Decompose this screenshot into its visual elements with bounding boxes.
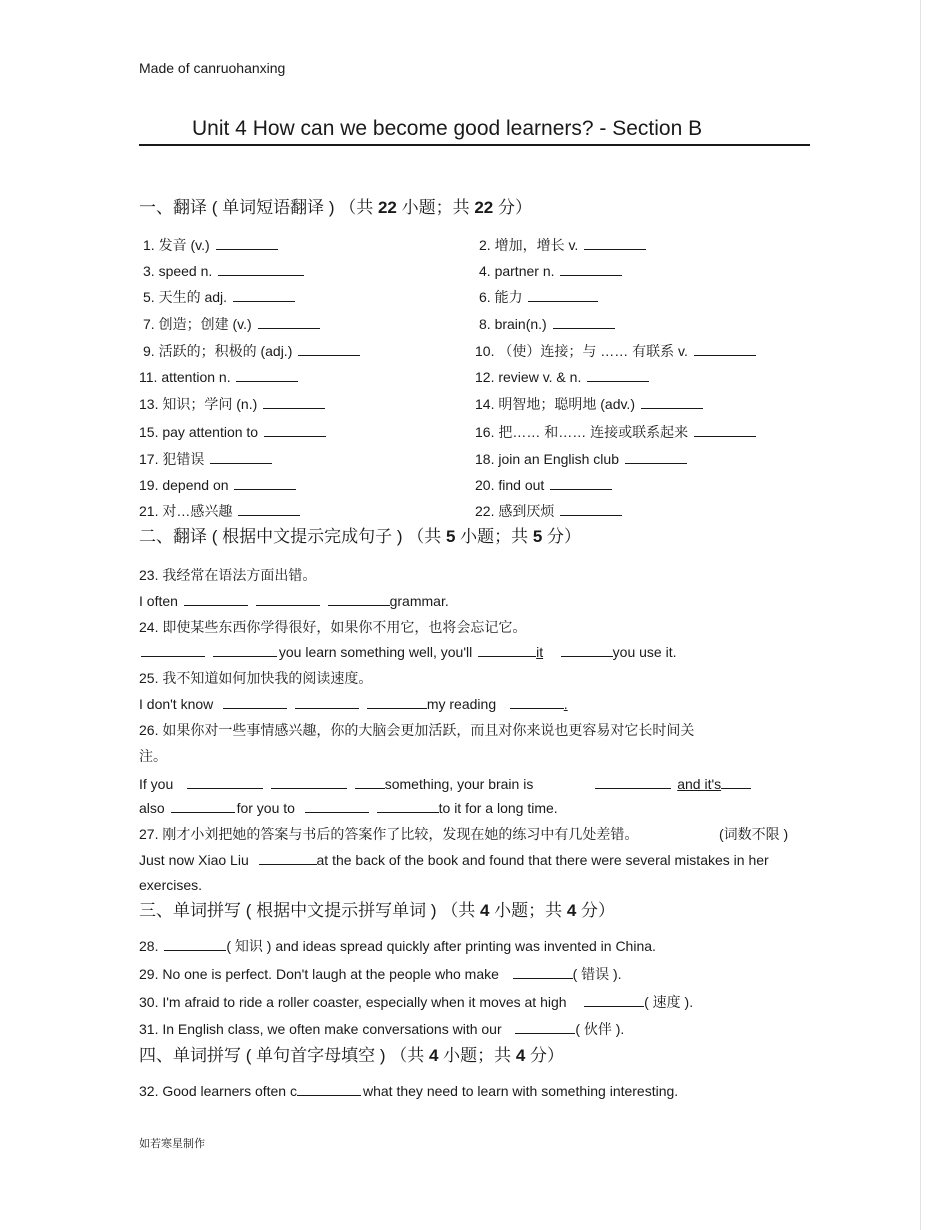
answer-blank[interactable] (259, 851, 317, 865)
answer-blank[interactable] (560, 502, 622, 516)
answer-blank[interactable] (233, 288, 295, 302)
question-28: 28. ( 知识 ) and ideas spread quickly after printing was invented in China. (139, 938, 656, 954)
section-heading-3: 三、单词拼写 ( 根据中文提示拼写单词 ) （共 4 小题；共 4 分） (139, 901, 616, 920)
answer-blank[interactable] (377, 799, 439, 813)
vocab-item-8: 8. brain(n.) (479, 315, 617, 333)
answer-blank[interactable] (184, 592, 248, 606)
answer-blank[interactable] (171, 799, 235, 813)
answer-blank[interactable] (694, 342, 756, 356)
vocab-item-11: 11. attention n. (139, 368, 300, 386)
answer-blank[interactable] (584, 993, 644, 1007)
question-26-prompt: 26. 如果你对一些事情感兴趣，你的大脑会更加活跃，而且对你来说也更容易对它长时间关 (139, 722, 695, 738)
answer-blank[interactable] (234, 476, 296, 490)
answer-blank[interactable] (550, 476, 612, 490)
title-underline (139, 144, 810, 146)
vocab-item-2: 2. 增加，增长 v. (479, 236, 648, 254)
answer-blank[interactable] (256, 592, 320, 606)
question-27-sentence-cont: exercises. (139, 877, 203, 893)
question-30: 30. I'm afraid to ride a roller coaster, especially when it moves at high ( 速度 ). (139, 994, 694, 1010)
answer-blank[interactable] (213, 643, 277, 657)
vocab-item-9: 9. 活跃的；积极的 (adj.) (143, 342, 362, 360)
vocab-item-1: 1. 发音 (v.) (143, 236, 280, 254)
question-26-sentence-1: If you something, your brain is and it's (139, 775, 753, 793)
answer-blank[interactable] (298, 342, 360, 356)
vocab-item-3: 3. speed n. (143, 262, 306, 280)
answer-blank[interactable] (295, 695, 359, 709)
header-note: Made of canruohanxing (139, 60, 286, 76)
answer-blank[interactable] (328, 592, 390, 606)
question-24-sentence: you learn something well, you'll it you use it. (139, 643, 677, 661)
answer-blank[interactable] (297, 1082, 361, 1096)
answer-blank[interactable] (625, 450, 687, 464)
answer-blank[interactable] (210, 450, 272, 464)
answer-blank[interactable] (641, 395, 703, 409)
question-23-prompt: 23. 我经常在语法方面出错。 (139, 567, 317, 583)
answer-blank[interactable] (223, 695, 287, 709)
answer-blank[interactable] (584, 236, 646, 250)
page-edge (920, 0, 921, 1230)
vocab-item-16: 16. 把…… 和…… 连接或联系起来 (475, 423, 758, 441)
document-title: Unit 4 How can we become good learners? - Section B (192, 117, 703, 140)
answer-blank[interactable] (367, 695, 427, 709)
answer-blank[interactable] (553, 315, 615, 329)
vocab-item-22: 22. 感到厌烦 (475, 502, 624, 520)
question-27-note: (词数不限 ) (719, 826, 789, 842)
answer-blank[interactable] (164, 937, 226, 951)
question-31: 31. In English class, we often make conversations with our ( 伙伴 ). (139, 1021, 625, 1037)
answer-blank[interactable] (561, 643, 613, 657)
answer-blank[interactable] (258, 315, 320, 329)
vocab-item-21: 21. 对…感兴趣 (139, 502, 302, 520)
vocab-item-7: 7. 创造；创建 (v.) (143, 315, 322, 333)
answer-blank[interactable] (587, 368, 649, 382)
question-32: 32. Good learners often c what they need to learn with something interesting. (139, 1083, 679, 1099)
vocab-item-17: 17. 犯错误 (139, 450, 274, 468)
answer-blank[interactable] (515, 1020, 575, 1034)
answer-blank[interactable] (721, 775, 751, 789)
section-heading-4: 四、单词拼写 ( 单句首字母填空 ) （共 4 小题；共 4 分） (139, 1046, 565, 1065)
vocab-item-10: 10. （使）连接；与 …… 有联系 v. (475, 342, 758, 360)
vocab-item-4: 4. partner n. (479, 262, 624, 280)
answer-blank[interactable] (595, 775, 671, 789)
question-27-sentence: Just now Xiao Liu at the back of the book and found that there were several mistakes in her (139, 852, 769, 868)
question-29: 29. No one is perfect. Don't laugh at the people who make ( 错误 ). (139, 966, 622, 982)
answer-blank[interactable] (218, 262, 304, 276)
vocab-item-20: 20. find out (475, 476, 614, 494)
answer-blank[interactable] (305, 799, 369, 813)
answer-blank[interactable] (355, 775, 385, 789)
vocab-item-5: 5. 天生的 adj. (143, 288, 297, 306)
vocab-item-15: 15. pay attention to (139, 423, 328, 441)
answer-blank[interactable] (528, 288, 598, 302)
section-heading-2: 二、翻译 ( 根据中文提示完成句子 ) （共 5 小题；共 5 分） (139, 527, 582, 546)
question-25-sentence: I don't know my reading . (139, 696, 568, 712)
vocab-item-19: 19. depend on (139, 476, 298, 494)
answer-blank[interactable] (513, 965, 573, 979)
question-25-prompt: 25. 我不知道如何加快我的阅读速度。 (139, 670, 373, 686)
answer-blank[interactable] (271, 775, 347, 789)
question-26-prompt-cont: 注。 (139, 748, 167, 764)
answer-blank[interactable] (264, 423, 326, 437)
answer-blank[interactable] (510, 695, 564, 709)
answer-blank[interactable] (694, 423, 756, 437)
footer-note: 如若寒星制作 (139, 1138, 205, 1150)
answer-blank[interactable] (560, 262, 622, 276)
answer-blank[interactable] (238, 502, 300, 516)
answer-blank[interactable] (236, 368, 298, 382)
question-24-prompt: 24. 即使某些东西你学得很好，如果你不用它，也将会忘记它。 (139, 619, 527, 635)
answer-blank[interactable] (478, 643, 536, 657)
answer-blank[interactable] (141, 643, 205, 657)
vocab-item-12: 12. review v. & n. (475, 368, 651, 386)
vocab-item-14: 14. 明智地；聪明地 (adv.) (475, 395, 705, 413)
question-27-prompt: 27. 刚才小刘把她的答案与书后的答案作了比较，发现在她的练习中有几处差错。 (139, 826, 639, 842)
section-heading-1: 一、翻译 ( 单词短语翻译 ) （共 22 小题；共 22 分） (139, 198, 532, 217)
vocab-item-6: 6. 能力 (479, 288, 600, 306)
vocab-item-18: 18. join an English club (475, 450, 689, 468)
answer-blank[interactable] (187, 775, 263, 789)
vocab-item-13: 13. 知识；学问 (n.) (139, 395, 327, 413)
question-26-sentence-2: also for you to to it for a long time. (139, 800, 558, 816)
question-23-sentence: I often grammar. (139, 593, 449, 609)
answer-blank[interactable] (216, 236, 278, 250)
answer-blank[interactable] (263, 395, 325, 409)
